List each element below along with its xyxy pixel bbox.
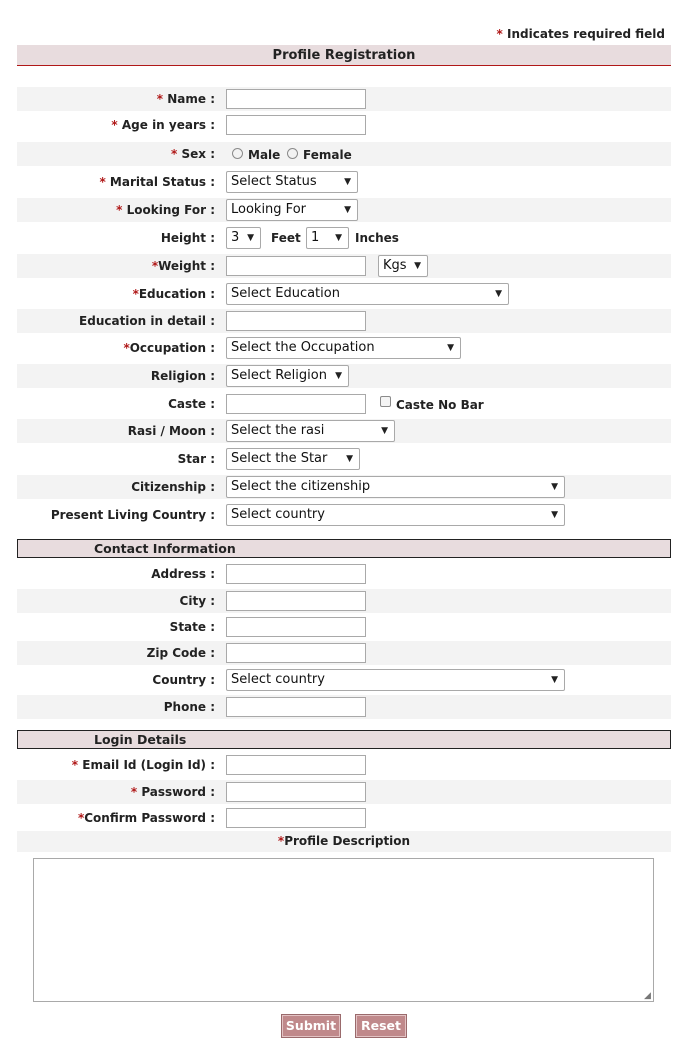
sex-label-text: Sex : (181, 147, 215, 161)
profile-description-label (17, 831, 671, 852)
required-star: * (171, 147, 182, 161)
dropdown-arrow-icon: ▼ (414, 261, 421, 271)
row-name (17, 87, 671, 111)
zip-label: Zip Code : (146, 646, 215, 660)
required-star: * (156, 92, 168, 106)
zip-input[interactable] (226, 643, 366, 663)
weight-label (0, 254, 215, 278)
height-label: Height : (160, 231, 215, 245)
row-password (17, 780, 671, 804)
dropdown-arrow-icon: ▼ (495, 289, 502, 299)
looking-for-label (0, 198, 215, 222)
required-star: * (111, 118, 122, 132)
state-input[interactable] (226, 617, 366, 637)
name-label-text: Name : (167, 92, 215, 106)
marital-status-select[interactable] (226, 171, 358, 193)
height-inches-value: 1 (311, 230, 320, 245)
age-label (0, 113, 215, 137)
city-input[interactable] (226, 591, 366, 611)
sex-male-radio[interactable] (232, 148, 243, 159)
education-label (0, 282, 215, 306)
age-input[interactable] (226, 115, 366, 135)
city-label: City : (179, 594, 215, 608)
dropdown-arrow-icon: ▼ (344, 177, 351, 187)
resize-grip-icon[interactable]: ◢ (644, 991, 651, 1001)
feet-label: Feet (271, 231, 301, 245)
occupation-label-text: Occupation : (129, 341, 215, 355)
row-city (17, 589, 671, 613)
row-weight (17, 254, 671, 278)
caste-label: Caste : (168, 397, 215, 411)
required-star: * (130, 785, 142, 799)
row-country (17, 668, 671, 692)
sex-female-label[interactable]: Female (303, 148, 352, 162)
required-star: * (99, 175, 110, 189)
occupation-label (0, 336, 215, 360)
citizenship-select[interactable] (226, 476, 565, 498)
required-star: * (77, 811, 85, 825)
weight-unit-select[interactable] (378, 255, 428, 277)
row-height (17, 226, 671, 250)
rasi-value: Select the rasi (231, 423, 325, 438)
star-label: Star : (177, 452, 215, 466)
required-note-text: Indicates required field (507, 27, 665, 41)
row-address (17, 562, 671, 586)
dropdown-arrow-icon: ▼ (335, 233, 342, 243)
name-label (0, 87, 215, 111)
religion-label: Religion : (150, 369, 215, 383)
inches-label: Inches (355, 231, 399, 245)
rasi-select[interactable] (226, 420, 395, 442)
row-marital-status (17, 170, 671, 194)
occupation-select[interactable] (226, 337, 461, 359)
row-email (17, 753, 671, 777)
caste-no-bar-label[interactable]: Caste No Bar (396, 398, 484, 412)
sex-male-label[interactable]: Male (248, 148, 281, 162)
confirm-password-label-text: Confirm Password : (84, 811, 215, 825)
password-label-text: Password : (141, 785, 215, 799)
login-section-title: Login Details (17, 730, 671, 749)
dropdown-arrow-icon: ▼ (551, 482, 558, 492)
password-input[interactable] (226, 782, 366, 802)
row-profile-description (17, 831, 671, 852)
dropdown-arrow-icon: ▼ (344, 205, 351, 215)
age-label-text: Age in years : (121, 118, 215, 132)
religion-select[interactable] (226, 365, 349, 387)
confirm-password-label (0, 806, 215, 830)
sex-label (0, 142, 215, 166)
caste-no-bar-checkbox[interactable] (380, 396, 391, 407)
row-education (17, 282, 671, 306)
looking-for-select[interactable] (226, 199, 358, 221)
row-sex (17, 142, 671, 166)
dropdown-arrow-icon: ▼ (247, 233, 254, 243)
dropdown-arrow-icon: ▼ (335, 371, 342, 381)
address-input[interactable] (226, 564, 366, 584)
row-zip (17, 641, 671, 665)
education-detail-label: Education in detail : (79, 314, 215, 328)
contact-section-title: Contact Information (17, 539, 671, 558)
row-phone (17, 695, 671, 719)
country-value: Select country (231, 672, 325, 687)
star-value: Select the Star (231, 451, 328, 466)
looking-for-label-text: Looking For : (126, 203, 215, 217)
confirm-password-input[interactable] (226, 808, 366, 828)
row-citizenship (17, 475, 671, 499)
height-inches-select[interactable] (306, 227, 349, 249)
required-star: * (277, 834, 285, 848)
religion-value: Select Religion (231, 368, 327, 383)
row-occupation (17, 336, 671, 360)
required-star: * (123, 341, 130, 355)
row-age (17, 113, 671, 137)
row-religion (17, 364, 671, 388)
row-caste (17, 392, 671, 416)
looking-for-value: Looking For (231, 202, 306, 217)
email-label (0, 753, 215, 777)
citizenship-label: Citizenship : (131, 480, 215, 494)
citizenship-value: Select the citizenship (231, 479, 371, 494)
living-country-select[interactable] (226, 504, 565, 526)
weight-input[interactable] (226, 256, 366, 276)
password-label (0, 780, 215, 804)
required-star: * (132, 287, 139, 301)
rasi-label: Rasi / Moon : (127, 424, 215, 438)
required-star: * (496, 27, 503, 41)
weight-label-text: Weight : (158, 259, 215, 273)
star-select[interactable] (226, 448, 360, 470)
name-input[interactable] (226, 89, 366, 109)
education-detail-input[interactable] (226, 311, 366, 331)
row-confirm-password (17, 806, 671, 830)
submit-button[interactable]: Submit (281, 1014, 341, 1038)
caste-input[interactable] (226, 394, 366, 414)
marital-status-value: Select Status (231, 174, 317, 189)
state-label: State : (169, 620, 215, 634)
profile-description-textarea[interactable] (33, 858, 654, 1002)
education-label-text: Education : (138, 287, 215, 301)
marital-status-label-text: Marital Status : (109, 175, 215, 189)
email-label-text: Email Id (Login Id) : (82, 758, 215, 772)
phone-input[interactable] (226, 697, 366, 717)
row-looking-for (17, 198, 671, 222)
dropdown-arrow-icon: ▼ (447, 343, 454, 353)
weight-unit-value: Kgs (383, 258, 407, 273)
country-select[interactable] (226, 669, 565, 691)
email-input[interactable] (226, 755, 366, 775)
height-feet-select[interactable] (226, 227, 261, 249)
sex-female-radio[interactable] (287, 148, 298, 159)
row-living-country (17, 503, 671, 527)
address-label: Address : (151, 567, 215, 581)
form-title: Profile Registration (17, 45, 671, 66)
education-value: Select Education (231, 286, 340, 301)
phone-label: Phone : (163, 700, 215, 714)
height-feet-value: 3 (231, 230, 240, 245)
reset-button[interactable]: Reset (355, 1014, 407, 1038)
required-star: * (116, 203, 127, 217)
education-select[interactable] (226, 283, 509, 305)
dropdown-arrow-icon: ▼ (551, 510, 558, 520)
occupation-value: Select the Occupation (231, 340, 375, 355)
profile-description-label-text: Profile Description (284, 834, 411, 848)
row-rasi (17, 419, 671, 443)
required-star: * (71, 758, 83, 772)
required-star: * (151, 259, 159, 273)
row-star (17, 447, 671, 471)
living-country-value: Select country (231, 507, 325, 522)
required-field-note (497, 27, 665, 41)
living-country-label: Present Living Country : (50, 508, 215, 522)
row-state (17, 615, 671, 639)
marital-status-label (0, 170, 215, 194)
country-label: Country : (152, 673, 215, 687)
dropdown-arrow-icon: ▼ (346, 454, 353, 464)
dropdown-arrow-icon: ▼ (551, 675, 558, 685)
dropdown-arrow-icon: ▼ (381, 426, 388, 436)
row-education-detail (17, 309, 671, 333)
